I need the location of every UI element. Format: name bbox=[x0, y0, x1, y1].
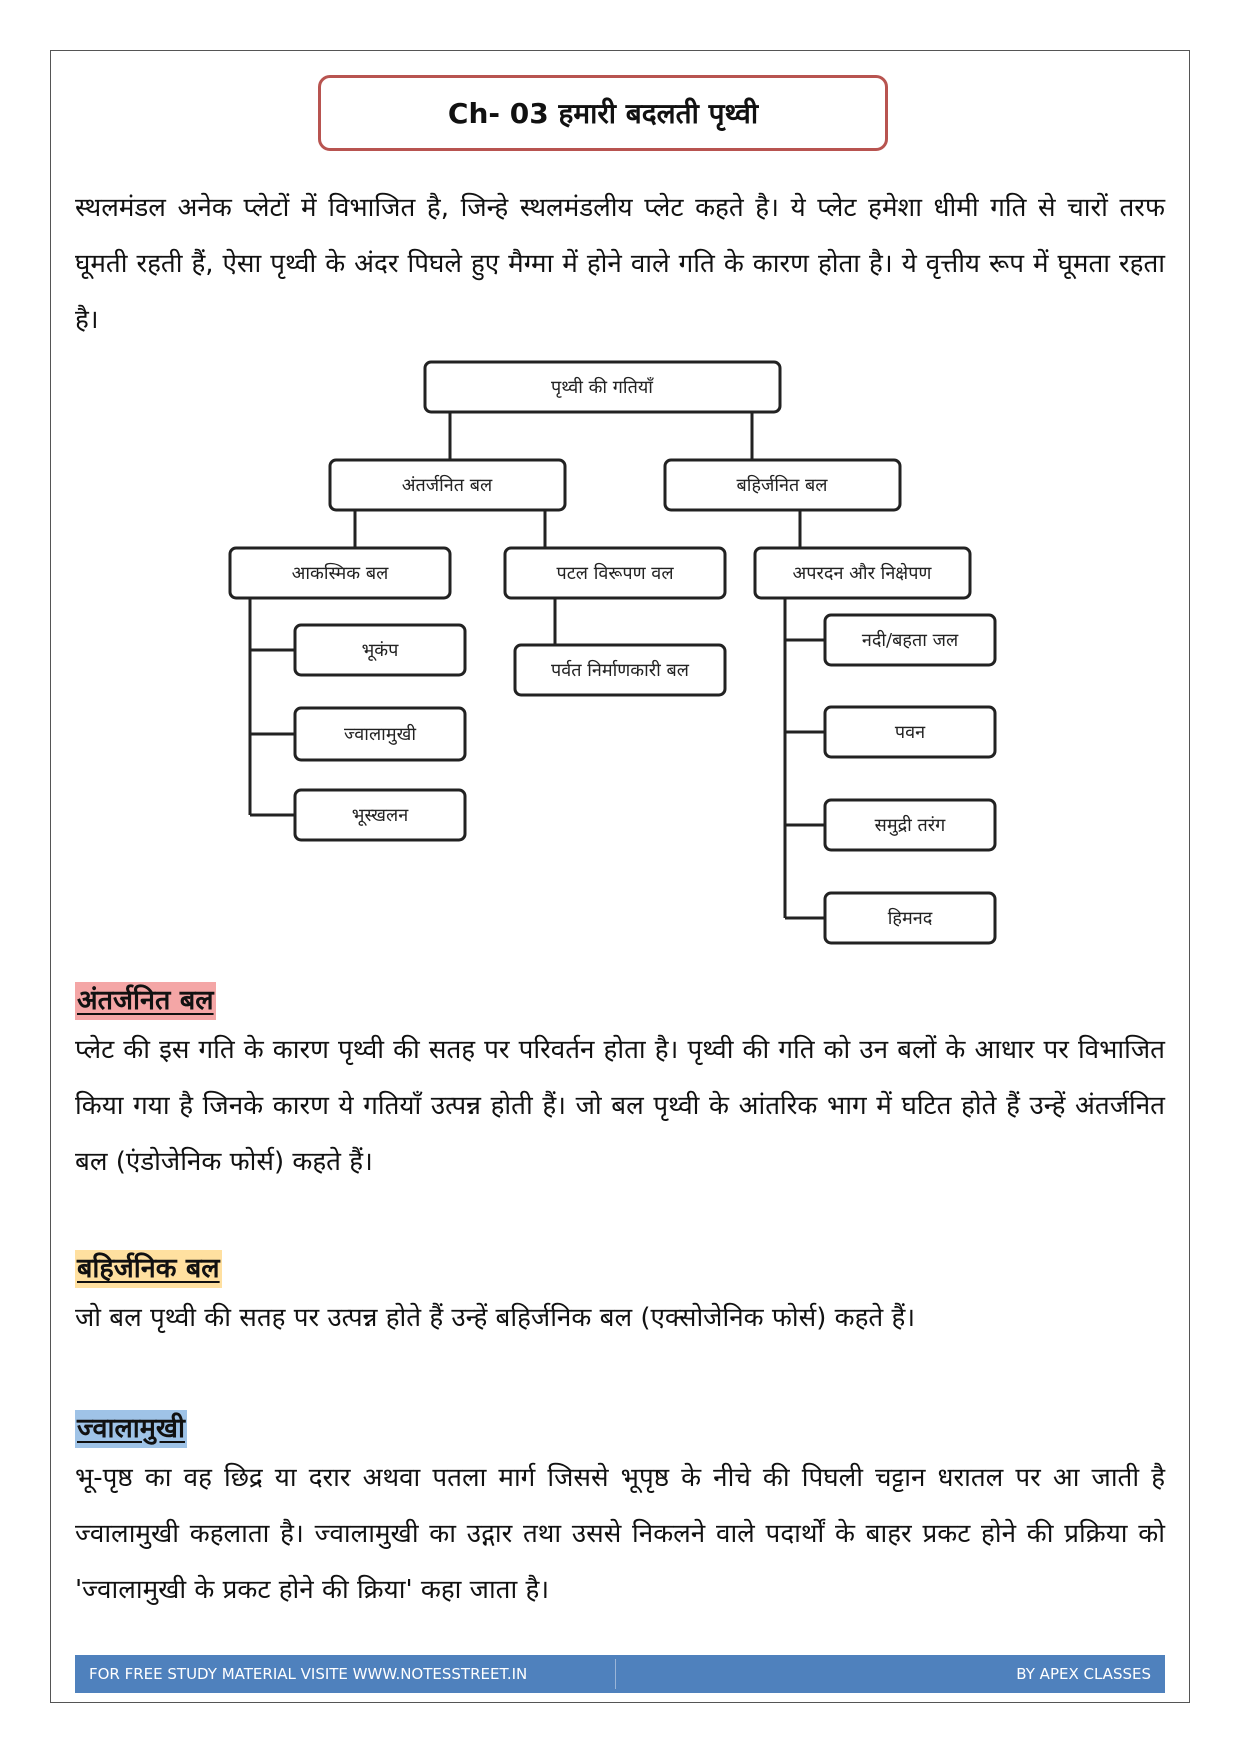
section-text-volcano: भू-पृष्ठ का वह छिद्र या दरार अथवा पतला मार्ग जिससे भूपृष्ठ के नीचे की पिघली चट्टान धरातल पर आ जाती है ज्वालामुखी कहलाता है। ज्वालामुखी का उद्गार तथा उससे निकलने वाले पदार्थों के बाहर प्रकट होने की प्रक्रिया को 'ज्वालामुखी के प्रकट होने की क्रिया' कहा जाता है। bbox=[75, 1463, 1165, 1605]
footer-credit-text: BY APEX CLASSES bbox=[1016, 1665, 1151, 1683]
node-mountain: पर्वत निर्माणकारी बल bbox=[550, 660, 690, 681]
intro-paragraph: स्थलमंडल अनेक प्लेटों में विभाजित है, जिन्हे स्थलमंडलीय प्लेट कहते है। ये प्लेट हमेशा धीमी गति से चारों तरफ घूमती रहती हैं, ऐसा पृथ्वी के अंदर पिघले हुए मैग्मा में होने वाले गति के कारण होता है। ये वृत्तीय रूप में घूमता रहता है। bbox=[75, 193, 1165, 335]
section-text-endogenic: प्लेट की इस गति के कारण पृथ्वी की सतह पर परिवर्तन होता है। पृथ्वी की गति को उन बलों के आधार पर विभाजित किया गया है जिनके कारण ये गतियाँ उत्पन्न होती हैं। जो बल पृथ्वी के आंतरिक भाग में घटित होते हैं उन्हें अंतर्जनित बल (एंडोजेनिक फोर्स) कहते हैं। bbox=[75, 1035, 1165, 1177]
node-endogenic: अंतर्जनित बल bbox=[401, 475, 493, 496]
footer-website-text: FOR FREE STUDY MATERIAL VISITE WWW.NOTESSTREET.IN bbox=[89, 1665, 528, 1683]
node-erosion: अपरदन और निक्षेपण bbox=[792, 563, 932, 584]
earth-movements-diagram bbox=[200, 350, 1020, 950]
node-diastrophic: पटल विरूपण वल bbox=[556, 563, 674, 584]
section-heading-volcano: ज्वालामुखी bbox=[75, 1410, 187, 1448]
node-earthquake: भूकंप bbox=[361, 640, 399, 661]
node-waves: समुद्री तरंग bbox=[874, 815, 946, 836]
footer-bar bbox=[75, 1655, 1165, 1693]
node-glacier: हिमनद bbox=[887, 908, 933, 929]
section-text-exogenic: जो बल पृथ्वी की सतह पर उत्पन्न होते हैं उन्हें बहिर्जनिक बल (एक्सोजेनिक फोर्स) कहते हैं। bbox=[75, 1303, 916, 1333]
section-heading-exogenic: बहिर्जनिक बल bbox=[75, 1250, 222, 1288]
page-title: Ch- 03 हमारी बदलती पृथ्वी bbox=[318, 75, 888, 151]
section-heading-endogenic: अंतर्जनित बल bbox=[75, 982, 216, 1020]
node-river: नदी/बहता जल bbox=[861, 630, 959, 651]
node-landslide: भूस्खलन bbox=[351, 805, 409, 826]
node-wind: पवन bbox=[894, 722, 926, 743]
node-sudden: आकस्मिक बल bbox=[291, 563, 389, 584]
footer-divider bbox=[615, 1659, 616, 1689]
node-volcano: ज्वालामुखी bbox=[344, 724, 416, 745]
node-root: पृथ्वी की गतियाँ bbox=[551, 377, 653, 398]
node-exogenic: बहिर्जनित बल bbox=[736, 475, 828, 496]
